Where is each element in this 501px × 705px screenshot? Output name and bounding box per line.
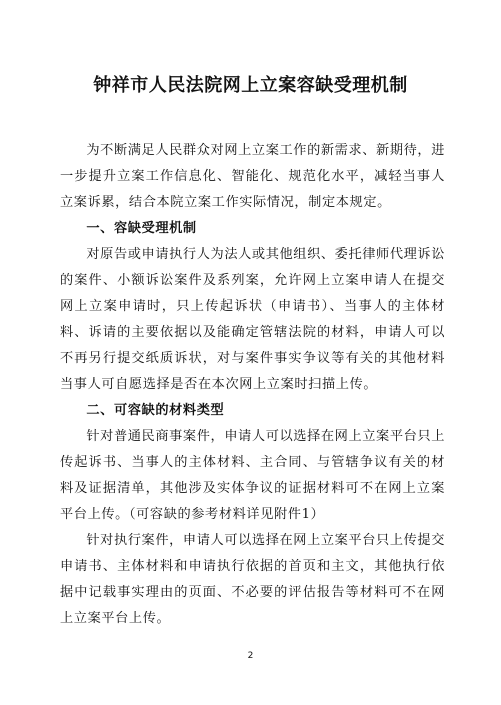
document-body	[60, 138, 445, 632]
page-number: 2	[247, 651, 254, 661]
section-1-paragraph: 对原告或申请执行人为法人或其他组织、委托律师代理诉讼的案件、小额诉讼案件及系列案，允许网上立案申请人在提交网上立案申请时，只上传起诉状（申请书）、当事人的主体材料、诉请的主要依据以及能确定管辖法院的材料，申请人可以不再另行提交纸质诉状，对与案件事实争议等有关的其他材料当事人可自愿选择是否在本次网上立案时扫描上传。	[60, 247, 445, 392]
section-1-heading: 一、容缺受理机制	[86, 221, 197, 236]
section-2-paragraph-1: 针对普通民商事案件，申请人可以选择在网上立案平台只上传起诉书、当事人的主体材料、主合同、与管辖争议有关的材料及证据清单，其他涉及实体争议的证据材料可不在网上立案平台上传。（可容缺的参考材料详见附件1）	[60, 429, 445, 522]
section-2-heading: 二、可容缺的材料类型	[86, 403, 225, 418]
document-title: 钟祥市人民法院网上立案容缺受理机制	[93, 75, 408, 96]
section-2-paragraph-2: 针对执行案件，申请人可以选择在网上立案平台只上传提交申请书、主体材料和申请执行依据的首页和主文，其他执行依据中记载事实理由的页面、不必要的评估报告等材料可不在网上立案平台上传。	[60, 533, 445, 626]
intro-paragraph: 为不断满足人民群众对网上立案工作的新需求、新期待，进一步提升立案工作信息化、智能化、规范化水平，减轻当事人立案诉累，结合本院立案工作实际情况，制定本规定。	[60, 143, 445, 210]
